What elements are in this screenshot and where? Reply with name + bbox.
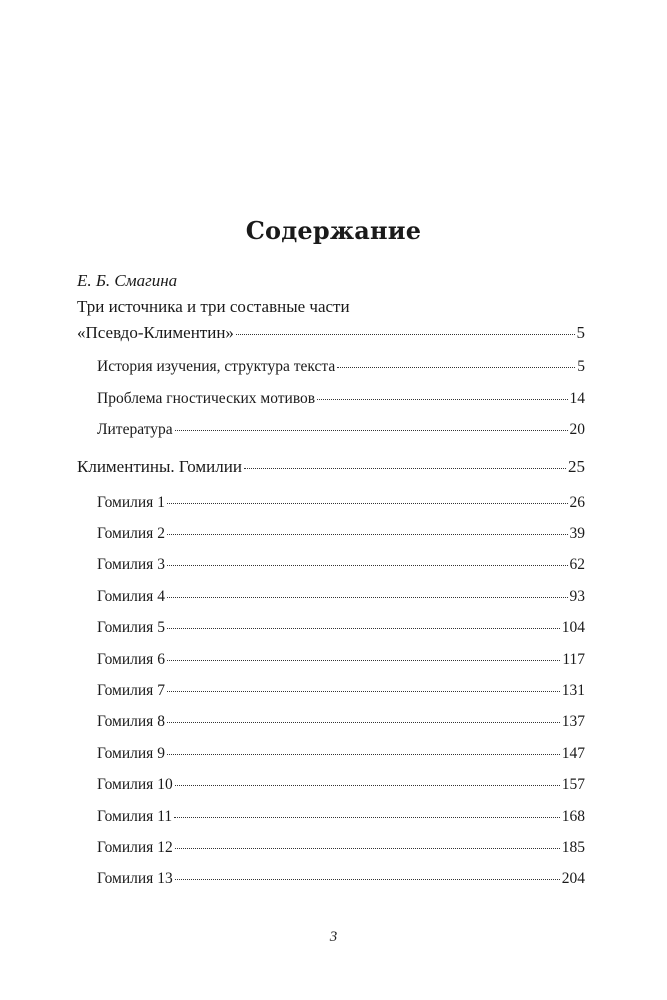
toc-entry-title: Гомилия 4 (97, 588, 165, 605)
leader-dots (167, 691, 560, 692)
toc-homily-entry (97, 870, 585, 888)
toc-entry-title: Гомилия 6 (97, 651, 165, 668)
toc-homily-entry (97, 682, 585, 700)
toc-subentry (97, 390, 585, 408)
toc-homily-entry (97, 556, 585, 574)
toc-entry-page: 104 (561, 619, 585, 636)
toc-entry-page: 5 (576, 323, 585, 342)
toc-entry-title: Литература (97, 421, 173, 438)
toc-homily-entry (97, 619, 585, 637)
leader-dots (174, 817, 560, 818)
toc-entry-title: Гомилия 11 (97, 808, 173, 825)
toc-entry-page: 137 (561, 713, 585, 730)
leader-dots (236, 334, 575, 335)
article-author: Е. Б. Смагина (77, 271, 178, 290)
leader-dots (317, 399, 567, 400)
leader-dots (175, 848, 560, 849)
toc-entry-page: 147 (561, 745, 585, 762)
toc-entry-title: Гомилия 5 (97, 619, 165, 636)
toc-subentry (97, 421, 585, 439)
leader-dots (167, 754, 560, 755)
leader-dots (337, 367, 575, 368)
toc-entry-page: 5 (577, 358, 585, 375)
toc-entry-part (77, 457, 585, 477)
toc-entry-title: Гомилия 9 (97, 745, 165, 762)
toc-entry-page: 204 (561, 870, 585, 887)
toc-entry-title: Климентины. Гомилии (77, 457, 242, 476)
leader-dots (167, 597, 568, 598)
toc-entry-page: 25 (568, 457, 585, 476)
toc-entry-page: 168 (561, 808, 585, 825)
toc-entry-title: Гомилия 13 (97, 870, 173, 887)
leader-dots (167, 534, 568, 535)
toc-entry-title: История изучения, структура текста (97, 358, 336, 375)
leader-dots (175, 430, 568, 431)
toc-entry-title: Гомилия 8 (97, 713, 165, 730)
toc-entry-article (77, 323, 585, 343)
toc-heading: Содержание (245, 216, 422, 245)
leader-dots (175, 785, 560, 786)
leader-dots (244, 468, 566, 469)
toc-entry-page: 117 (562, 651, 585, 668)
toc-entry-page: 62 (569, 556, 585, 573)
toc-homily-entry (97, 713, 585, 731)
toc-entry-title: Гомилия 12 (97, 839, 173, 856)
page-number: 3 (329, 929, 338, 945)
toc-entry-page: 26 (569, 494, 585, 511)
article-title-line1: Три источника и три составные части (77, 297, 350, 316)
toc-entry-page: 185 (561, 839, 585, 856)
toc-homily-entry (97, 651, 585, 669)
toc-subentry (97, 358, 585, 376)
leader-dots (167, 660, 560, 661)
toc-entry-title: «Псевдо-Климентин» (77, 323, 234, 342)
toc-homily-entry (97, 745, 585, 763)
toc-homily-entry (97, 839, 585, 857)
toc-homily-entry (97, 776, 585, 794)
toc-entry-page: 131 (561, 682, 585, 699)
toc-entry-title: Гомилия 1 (97, 494, 165, 511)
toc-homily-entry (97, 494, 585, 512)
leader-dots (167, 503, 568, 504)
toc-homily-entry (97, 808, 585, 826)
toc-entry-title: Проблема гностических мотивов (97, 390, 316, 407)
toc-entry-page: 93 (569, 588, 585, 605)
leader-dots (167, 565, 568, 566)
toc-entry-title: Гомилия 10 (97, 776, 173, 793)
toc-entry-title: Гомилия 3 (97, 556, 165, 573)
toc-entry-page: 14 (569, 390, 585, 407)
toc-homily-entry (97, 525, 585, 543)
toc-entry-title: Гомилия 7 (97, 682, 165, 699)
toc-entry-page: 20 (569, 421, 585, 438)
leader-dots (175, 879, 560, 880)
leader-dots (167, 722, 560, 723)
toc-entry-page: 39 (569, 525, 585, 542)
toc-entry-title: Гомилия 2 (97, 525, 165, 542)
toc-entry-page: 157 (561, 776, 585, 793)
toc-homily-entry (97, 588, 585, 606)
leader-dots (167, 628, 560, 629)
